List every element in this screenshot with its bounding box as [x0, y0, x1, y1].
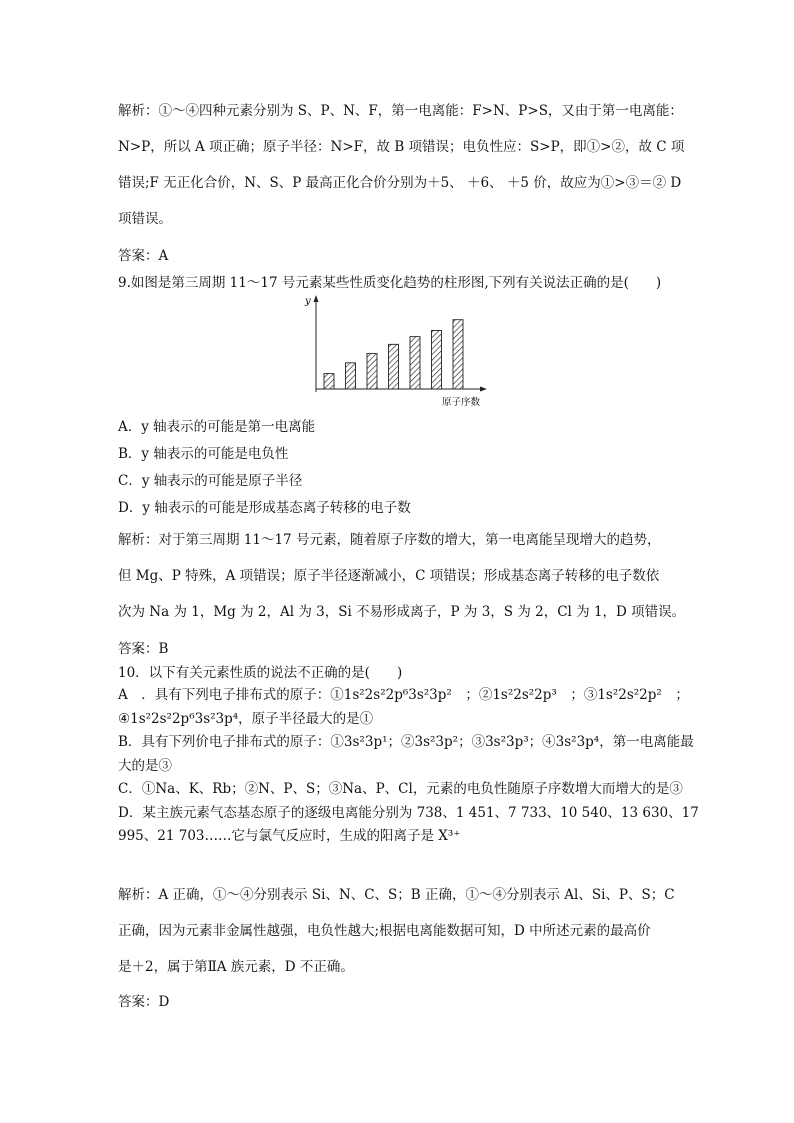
q9-stem: 9.如图是第三周期 11～17 号元素某些性质变化趋势的柱形图,下列有关说法正确的是( ): [118, 275, 662, 291]
bars-group: [324, 320, 463, 389]
q10-option-a: A ．具有下列电子排布式的原子：①1s²2s²2p⁶3s²3p² ；②1s²2s²2p³ ；③1s²2s²2p² ；: [118, 687, 689, 703]
x-axis-arrow: [480, 387, 487, 392]
q9-option-b: B．y 轴表示的可能是电负性: [118, 446, 289, 462]
q10-option-d: D．某主族元素气态基态原子的逐级电离能分别为 738、1 451、7 733、10 540、13 630、17: [118, 804, 699, 821]
q9-analysis-line: 但 Mg、P 特殊，A 项错误；原子半径逐渐减小，C 项错误；形成基态离子转移的电子数依: [118, 568, 660, 584]
q8-analysis-line: 错误;F 无正化合价，N、S、P 最高正化合价分别为＋5、 ＋6、 ＋5 价，故应为①>③＝② D: [118, 175, 682, 191]
bar-3: [367, 354, 377, 389]
q9-option-c: C．y 轴表示的可能是原子半径: [118, 473, 303, 489]
q10-options: [118, 684, 699, 849]
q9-analysis-line: 解析：对于第三周期 11～17 号元素，随着原子序数的增大，第一电离能呈现增大的趋势，: [118, 532, 661, 548]
q9-answer: 答案：B: [118, 641, 169, 657]
bar-4: [389, 344, 399, 389]
q10-option-a-cont: ④1s²2s²2p⁶3s²3p⁴，原子半径最大的是①: [118, 710, 374, 727]
x-axis-label: 原子序数: [442, 397, 481, 408]
q10-answer: 答案：D: [118, 994, 170, 1010]
q9-option-d: D．y 轴表示的可能是形成基态离子转移的电子数: [118, 500, 411, 516]
q10-analysis-line: 解析：A 正确，①～④分别表示 Si、N、C、S；B 正确，①～④分别表示 Al、Si、P、S；C: [118, 887, 675, 903]
q9-option-a: A．y 轴表示的可能是第一电离能: [118, 419, 316, 435]
q8-answer: 答案：A: [118, 248, 169, 264]
q10-stem: 10．以下有关元素性质的说法不正确的是( ): [118, 665, 403, 681]
q8-analysis-line: N>P，所以 A 项正确；原子半径：N>F，故 B 项错误；电负性应：S>P，即①>②，故 C 项: [118, 139, 685, 155]
q8-analysis-line: 解析：①～④四种元素分别为 S、P、N、F，第一电离能：F>N、P>S，又由于第一电离能：: [118, 103, 683, 119]
q10-analysis-line: 是＋2，属于第ⅡA 族元素，D 不正确。: [118, 959, 354, 975]
q10-analysis-line: 正确，因为元素非金属性越强，电负性越大;根据电离能数据可知，D 中所述元素的最高价: [118, 923, 651, 939]
q8-analysis-line: 项错误。: [118, 211, 172, 227]
q10-analysis: [118, 877, 680, 985]
q10-option-b: B．具有下列价电子排布式的原子：①3s²3p¹；②3s²3p²；③3s²3p³；④3s²3p⁴，第一电离能最: [118, 734, 694, 750]
y-axis-arrow: [314, 295, 319, 302]
q10-option-c: C．①Na、K、Rb；②N、P、S；③Na、P、Cl，元素的电负性随原子序数增大而增大的是③: [118, 781, 683, 797]
q9-analysis: [118, 522, 686, 630]
q9-options: [118, 414, 411, 522]
q10-option-d-cont: 995、21 703……它与氯气反应时，生成的阳离子是 X³⁺: [118, 828, 461, 844]
bar-6: [432, 330, 442, 389]
bar-2: [346, 363, 356, 389]
bar-1: [324, 374, 334, 389]
bar-5: [410, 337, 420, 389]
q10-option-b-cont: 大的是③: [118, 757, 172, 774]
bar-7: [453, 320, 463, 389]
q8-analysis: [118, 93, 685, 237]
y-axis-label: y: [305, 296, 311, 307]
q9-analysis-line: 次为 Na 为 1，Mg 为 2，Al 为 3，Si 不易形成离子，P 为 3，S 为 2，Cl 为 1，D 项错误。: [118, 604, 686, 620]
bar-chart: [296, 292, 496, 410]
